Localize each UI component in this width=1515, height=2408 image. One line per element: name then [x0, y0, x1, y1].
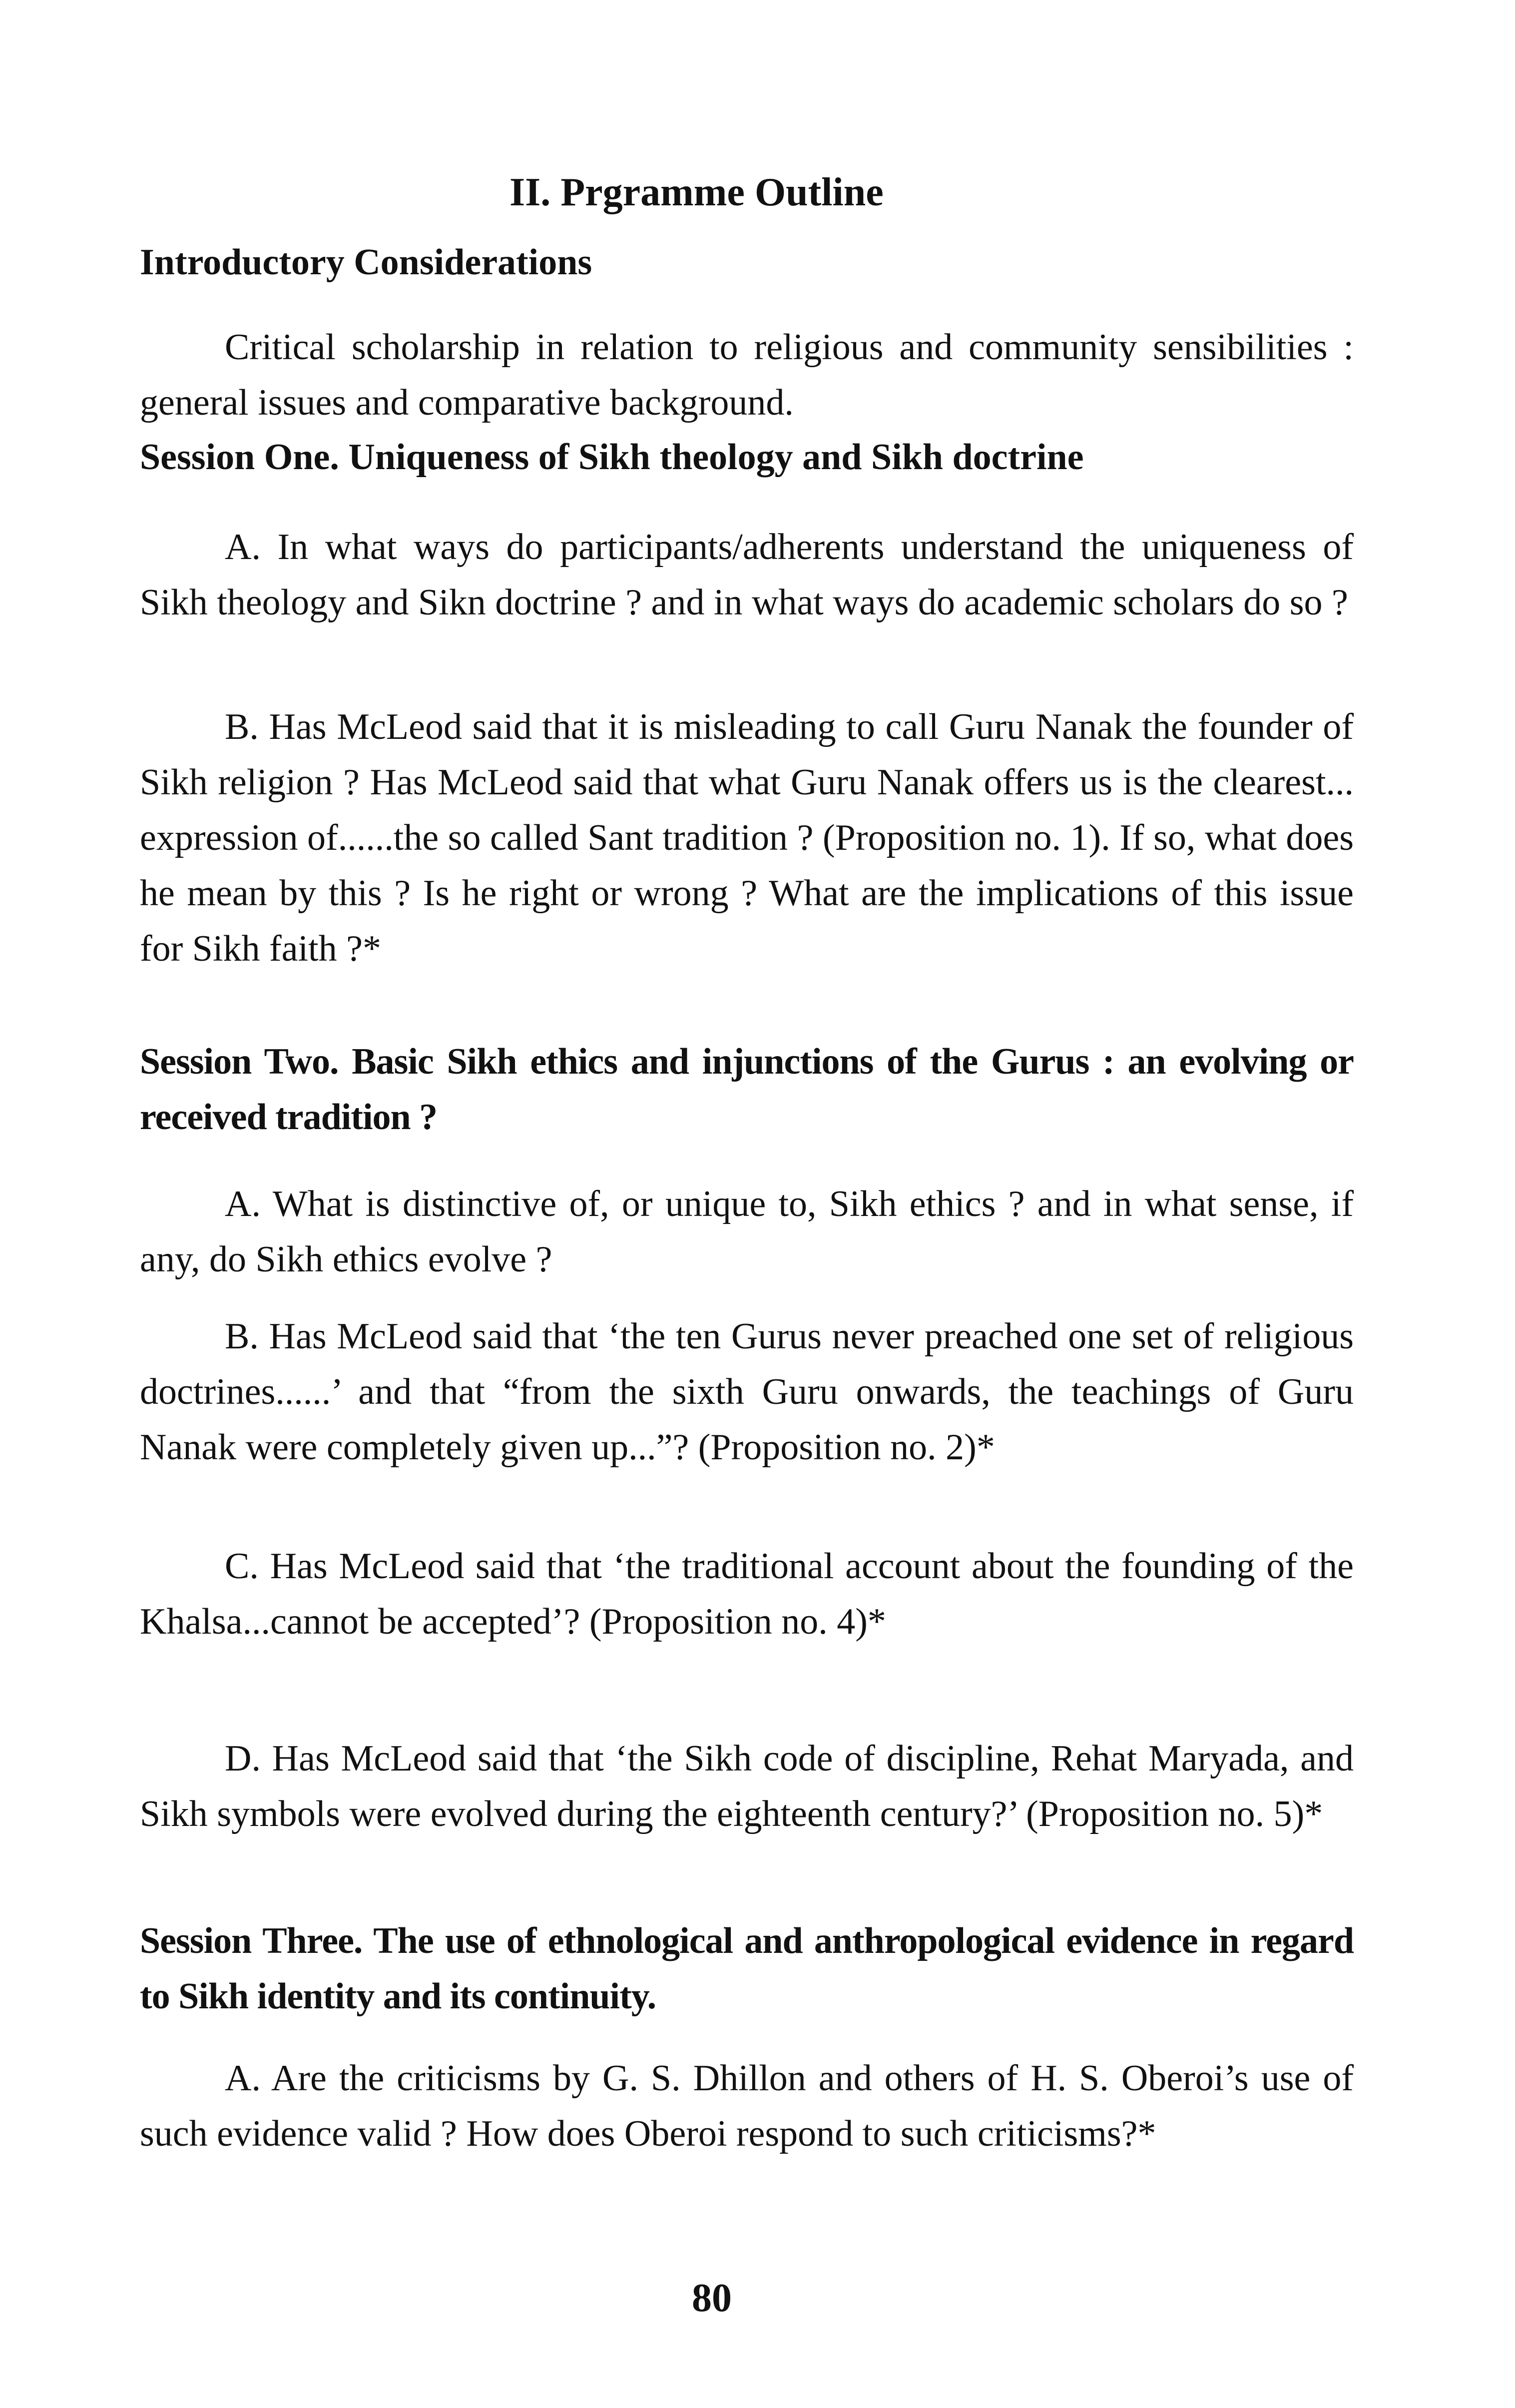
session-two-item-b: B. Has McLeod said that ‘the ten Gurus never preached one set of religious doctrines......’ and that “from the sixth Guru onwards, the teachings of Guru Nanak were completely given up...”? (Proposition no. 2)*: [140, 1316, 1354, 1468]
introductory-considerations-title: Introductory Considerations: [140, 242, 592, 283]
session-one-item-a: A. In what ways do participants/adherents understand the uniqueness of Sikh theology and Sikn doctrine ? and in what ways do academic scholars do so ?: [140, 527, 1354, 623]
session-two-title: Session Two. Basic Sikh ethics and injunctions of the Gurus : an evolving or received tradition ?: [140, 1041, 1354, 1138]
session-two-item-c: C. Has McLeod said that ‘the traditional account about the founding of the Khalsa...cannot be accepted’? (Proposition no. 4)*: [140, 1546, 1354, 1642]
programme-outline-heading: II. Prgramme Outline: [509, 170, 884, 214]
introductory-considerations-text: Critical scholarship in relation to religious and community sensibilities : general issues and comparative background.: [140, 327, 1354, 423]
session-two-item-a: A. What is distinctive of, or unique to, Sikh ethics ? and in what sense, if any, do Sikh ethics evolve ?: [140, 1184, 1354, 1280]
page-number: 80: [692, 2276, 732, 2320]
session-one-item-b: B. Has McLeod said that it is misleading to call Guru Nanak the founder of Sikh religion ? Has McLeod said that what Guru Nanak offers us is the clearest... expression of......the so called Sant tradition ? (Proposition no. 1). If so, what does he mean by this ? Is he right or wrong ? What are the implications of this issue for Sikh faith ?*: [140, 706, 1354, 969]
session-three-item-a: A. Are the criticisms by G. S. Dhillon and others of H. S. Oberoi’s use of such evidence valid ? How does Oberoi respond to such criticisms?*: [140, 2058, 1354, 2154]
session-two-item-d: D. Has McLeod said that ‘the Sikh code of discipline, Rehat Maryada, and Sikh symbols were evolved during the eighteenth century?’ (Proposition no. 5)*: [140, 1738, 1354, 1834]
session-one-title: Session One. Uniqueness of Sikh theology and Sikh doctrine: [140, 437, 1084, 478]
session-three-title: Session Three. The use of ethnological and anthropological evidence in regard to Sikh identity and its continuity.: [140, 1920, 1354, 2017]
